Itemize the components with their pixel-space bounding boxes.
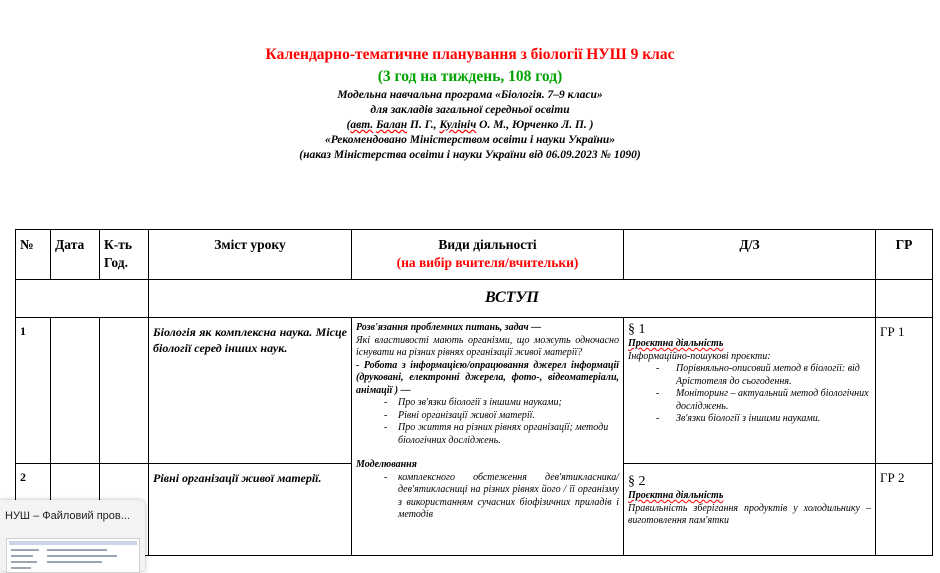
activities-heading-info: - Робота з інформацією/опрацювання джерел інформації (друковані, електронні джерела, фото-, відеоматеріали, анімації ) — (356, 359, 619, 396)
col-header-content: Зміст уроку (149, 230, 352, 280)
row-2-group: ГР 2 (876, 464, 933, 556)
taskbar-preview-label[interactable]: НУШ – Файловий пров... (5, 510, 130, 522)
row-1-project-type: Інформаційно-пошукові проєкти: (628, 350, 771, 362)
row-1-project-heading: Проєктна діяльність (628, 338, 724, 349)
col-header-homework: Д/З (624, 230, 876, 280)
row-1-group: ГР 1 (876, 318, 933, 464)
col-header-group: ГР (876, 230, 933, 280)
document-subtitle: (3 год на тиждень, 108 год) (377, 68, 563, 85)
section-row (16, 280, 933, 318)
list-item: - Моніторинг – актуальний метод біологічних досліджень. (676, 388, 871, 413)
program-line: Модельна навчальна програма «Біологія. 7–9 класи» (337, 89, 603, 101)
activities-heading-modeling: Моделювання (356, 459, 417, 470)
activities-label: Види діяльності (438, 237, 537, 252)
list-item: - Рівні організації живої матерії. (398, 410, 619, 423)
document-header (0, 44, 940, 163)
row-1-num: 1 (16, 318, 51, 464)
col-header-date: Дата (51, 230, 100, 280)
section-empty-cell (16, 280, 149, 318)
list-item: - Порівняльно-описовий метод в біології: від Арістотеля до сьогодення. (676, 363, 871, 388)
authors-balan: Балан (376, 119, 408, 131)
activities-note: (на вибір вчителя/вчительки) (396, 255, 579, 270)
list-item: - комплексного обстеження дев'ятикласника/дев'ятикласниці на різних рівнях його / її організму з використанням сучасних біофізичних приладів і методів (398, 472, 619, 522)
hours-line2: Год. (104, 255, 128, 270)
document-title: Календарно-тематичне планування з біології НУШ 9 клас (265, 46, 675, 63)
row-1-homework (624, 318, 876, 464)
row-2-project-heading: Проєктна діяльність (628, 490, 724, 501)
list-item: - Зв'язки біології з іншими науками. (676, 413, 871, 426)
col-header-activities (352, 230, 624, 280)
table-row (16, 318, 933, 464)
row-1-hours (100, 318, 149, 464)
authors-prefix: ( (346, 119, 351, 131)
row-2-homework (624, 464, 876, 556)
list-item: - Про життя на різних рівнях організації; методи біологічних досліджень. (398, 422, 619, 447)
table-header-row (16, 230, 933, 280)
activities-heading-problems: Розв'язання проблемних питань, задач — (356, 322, 542, 333)
row-2-project-text: Правильність зберігання продуктів у холодильнику – виготовлення пам'ятки (628, 502, 871, 526)
section-title: ВСТУП (149, 280, 876, 318)
col-header-num: № (16, 230, 51, 280)
hours-line1: К-ть (104, 237, 133, 252)
activities-problems-text: Які властивості мають організми, що можуть одночасно існувати на різних рівнях організації живої матерії? (356, 334, 619, 358)
activities-modeling-list (356, 472, 619, 522)
activities-info-list (356, 397, 619, 447)
authors-kulinich: Кулініч (439, 119, 477, 131)
row-2-paragraph: § 2 (628, 474, 646, 489)
order-line: (наказ Міністерства освіти і науки України від 06.09.2023 № 1090) (299, 149, 641, 161)
row-1-project-list (628, 363, 871, 426)
row-2-num: 2 (16, 464, 51, 556)
row-1-topic: Біологія як комплексна наука. Місце біології серед інших наук. (149, 318, 352, 464)
authors-rest: О. М., Юрченко Л. П. ) (476, 119, 594, 131)
row-2-topic: Рівні організації живої матерії. (149, 464, 352, 556)
list-item: - Про зв'язки біології з іншими науками; (398, 397, 619, 410)
schools-line: для закладів загальної середньої освіти (370, 104, 570, 116)
taskbar-window-preview[interactable] (0, 500, 145, 571)
section-group-cell (876, 280, 933, 318)
row-1-activities (352, 318, 624, 556)
recommended-line: «Рекомендовано Міністерством освіти і науки України» (324, 134, 616, 146)
row-1-date (51, 318, 100, 464)
planning-table (15, 229, 933, 556)
col-header-hours (100, 230, 149, 280)
authors-line (0, 118, 940, 133)
file-explorer-thumbnail-icon[interactable] (6, 538, 140, 573)
row-1-paragraph: § 1 (628, 322, 646, 337)
authors-avt: авт. (350, 119, 374, 131)
authors-mid: П. Г., (407, 119, 440, 131)
